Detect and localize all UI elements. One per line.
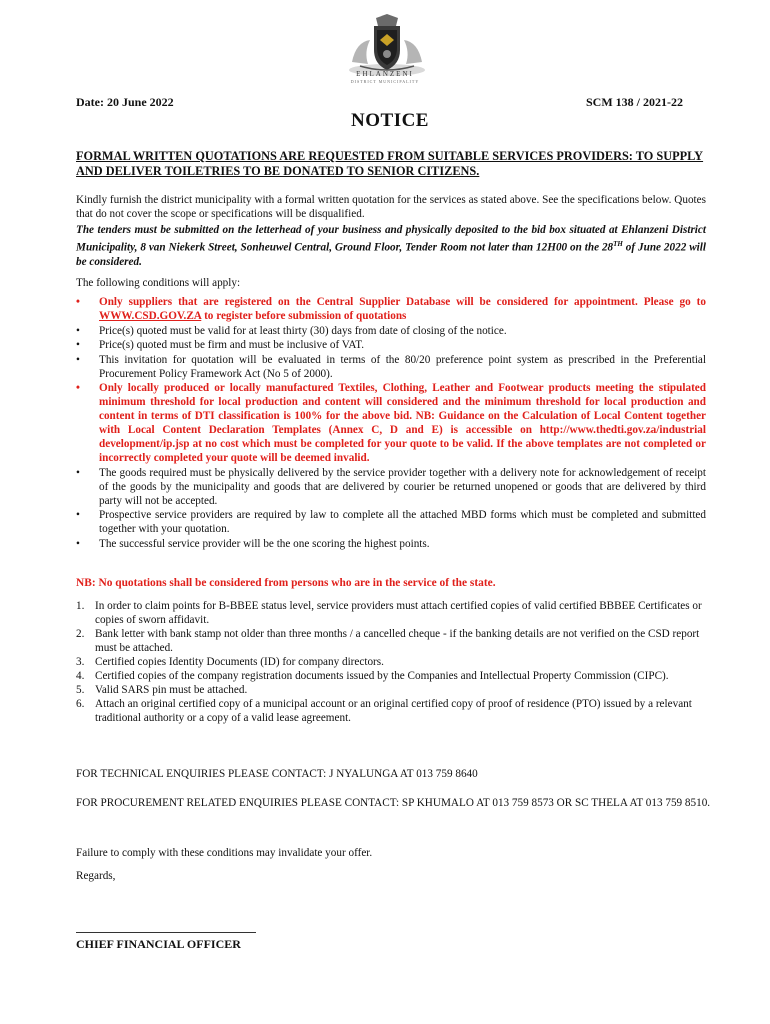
item-number: 5. [76, 684, 85, 696]
condition-text: This invitation for quotation will be evaluated in terms of the 80/20 preference point system as prescribed in the Preferential Procurement Policy Framework Act (No 5 of 2000). [99, 353, 706, 380]
item-number: 3. [76, 656, 85, 668]
condition-item-delivery [76, 466, 706, 508]
technical-contact: FOR TECHNICAL ENQUIRIES PLEASE CONTACT: J NYALUNGA AT 013 759 8640 [76, 768, 478, 780]
bullet-icon: • [76, 339, 80, 351]
logo-subtext: DISTRICT MUNICIPALITY [350, 79, 420, 84]
signature-line [76, 932, 256, 933]
condition-item-mbd-forms [76, 508, 706, 536]
submission-paragraph [76, 223, 706, 269]
bullet-icon: • [76, 537, 80, 550]
signatory-title: CHIEF FINANCIAL OFFICER [76, 937, 241, 951]
item-text: Bank letter with bank stamp not older than three months / a cancelled cheque - if the banking details are not verified on the CSD report must be attached. [95, 628, 700, 654]
condition-text: The successful service provider will be the one scoring the highest points. [99, 537, 430, 550]
regards-text: Regards, [76, 870, 116, 882]
item-number: 6. [76, 698, 85, 710]
bullet-icon: • [76, 353, 80, 366]
failure-notice: Failure to comply with these conditions may invalidate your offer. [76, 847, 373, 859]
condition-item-local-content [76, 381, 706, 465]
item-text: Attach an original certified copy of a municipal account or an original certified copy of proof of residence (PTO) issued by a relevant traditional authority or a copy of a valid lease agreement. [95, 698, 692, 724]
procurement-contact: FOR PROCUREMENT RELATED ENQUIRIES PLEASE CONTACT: SP KHUMALO AT 013 759 8573 OR SC THELA AT 013 759 8510. [76, 797, 711, 809]
condition-item-preference [76, 353, 706, 381]
bullet-icon: • [76, 382, 80, 394]
conditions-heading: The following conditions will apply: [76, 277, 241, 289]
reference-number: SCM 138 / 2021-22 [586, 95, 683, 109]
condition-item-csd [76, 295, 706, 323]
notice-subject: FORMAL WRITTEN QUOTATIONS ARE REQUESTED FROM SUITABLE SERVICES PROVIDERS: TO SUPPLY AND DELIVER TOILETRIES TO BE DONATED TO SENIOR CITIZENS. [76, 149, 704, 178]
bullet-icon: • [76, 324, 80, 337]
date-superscript: TH [613, 240, 623, 248]
list-item [76, 655, 706, 669]
condition-text: Only suppliers that are registered on the Central Supplier Database will be considered for appointment. Please go to [99, 296, 706, 308]
page-title: NOTICE [351, 110, 429, 131]
bullet-icon: • [76, 466, 80, 479]
csd-link[interactable]: WWW.CSD.GOV.ZA [99, 310, 202, 322]
condition-item-validity [76, 324, 706, 338]
condition-text: Price(s) quoted must be firm and must be inclusive of VAT. [99, 339, 365, 351]
list-item [76, 669, 706, 683]
state-service-notice: NB: No quotations shall be considered from persons who are in the service of the state. [76, 577, 496, 589]
item-number: 2. [76, 628, 85, 640]
notice-date: Date: 20 June 2022 [76, 95, 174, 109]
condition-item-vat [76, 338, 706, 352]
requirements-list [76, 599, 706, 725]
condition-text: Price(s) quoted must be valid for at least thirty (30) days from date of closing of the notice. [99, 324, 507, 337]
item-number: 1. [76, 600, 85, 612]
bullet-icon: • [76, 509, 80, 521]
item-text: Valid SARS pin must be attached. [95, 684, 248, 696]
submission-text: The tenders must be submitted on the letterhead of your business and physically deposited to the bid box situated at Ehlanzeni District Municipality, 8 van Niekerk Street, Sonheuwel Central, Ground Floor, Tender Room not later than 12H00 on the 28 [76, 224, 706, 254]
condition-item-scoring [76, 537, 706, 551]
intro-paragraph: Kindly furnish the district municipality with a formal written quotation for the services as stated above. See the specifications below. Quotes that do not cover the scope or specifications will be disqualified. [76, 194, 706, 220]
list-item [76, 599, 706, 627]
list-item [76, 697, 706, 725]
logo-wordmark: EHLANZENI [356, 70, 414, 78]
item-text: Certified copies of the company registration documents issued by the Companies and Intellectual Property Commission (CIPC). [95, 670, 669, 682]
condition-text: to register before submission of quotations [201, 310, 407, 322]
condition-text: Prospective service providers are required by law to complete all the attached MBD forms which must be completed and submitted together with your quotation. [99, 509, 706, 535]
bullet-icon: • [76, 296, 80, 308]
item-number: 4. [76, 670, 85, 682]
item-text: Certified copies Identity Documents (ID) for company directors. [95, 656, 384, 668]
list-item [76, 627, 706, 655]
conditions-list [76, 295, 706, 551]
submission-text-end: of June 2022 will be considered. [76, 241, 706, 268]
item-text: In order to claim points for B-BBEE status level, service providers must attach certified copies of valid certified BBBEE Certificates or copies of sworn affidavit. [95, 600, 702, 626]
condition-text: Only locally produced or locally manufactured Textiles, Clothing, Leather and Footwear products meeting the stipulated minimum threshold for local production and content will considered and the minimum threshold for local production and content in terms of DTI classification is 100% for the above bid. NB: Guidance on the Calculation of Local Content together with Local Content Declaration Templates (Annex C, D and E) is accessible on http://www.thedti.gov.za/industrial development/ip.jsp at no cost which must be completed for your quote to be valid. If the above templates are not completed or incorrectly completed your quote will be deemed invalid. [99, 382, 706, 464]
condition-text: The goods required must be physically delivered by the service provider together with a delivery note for acknowledgement of receipt of the goods by the municipality and goods that are delivered by courier be returned unopened or goods that are delivered by third party will not be accepted. [99, 466, 706, 507]
list-item [76, 683, 706, 697]
